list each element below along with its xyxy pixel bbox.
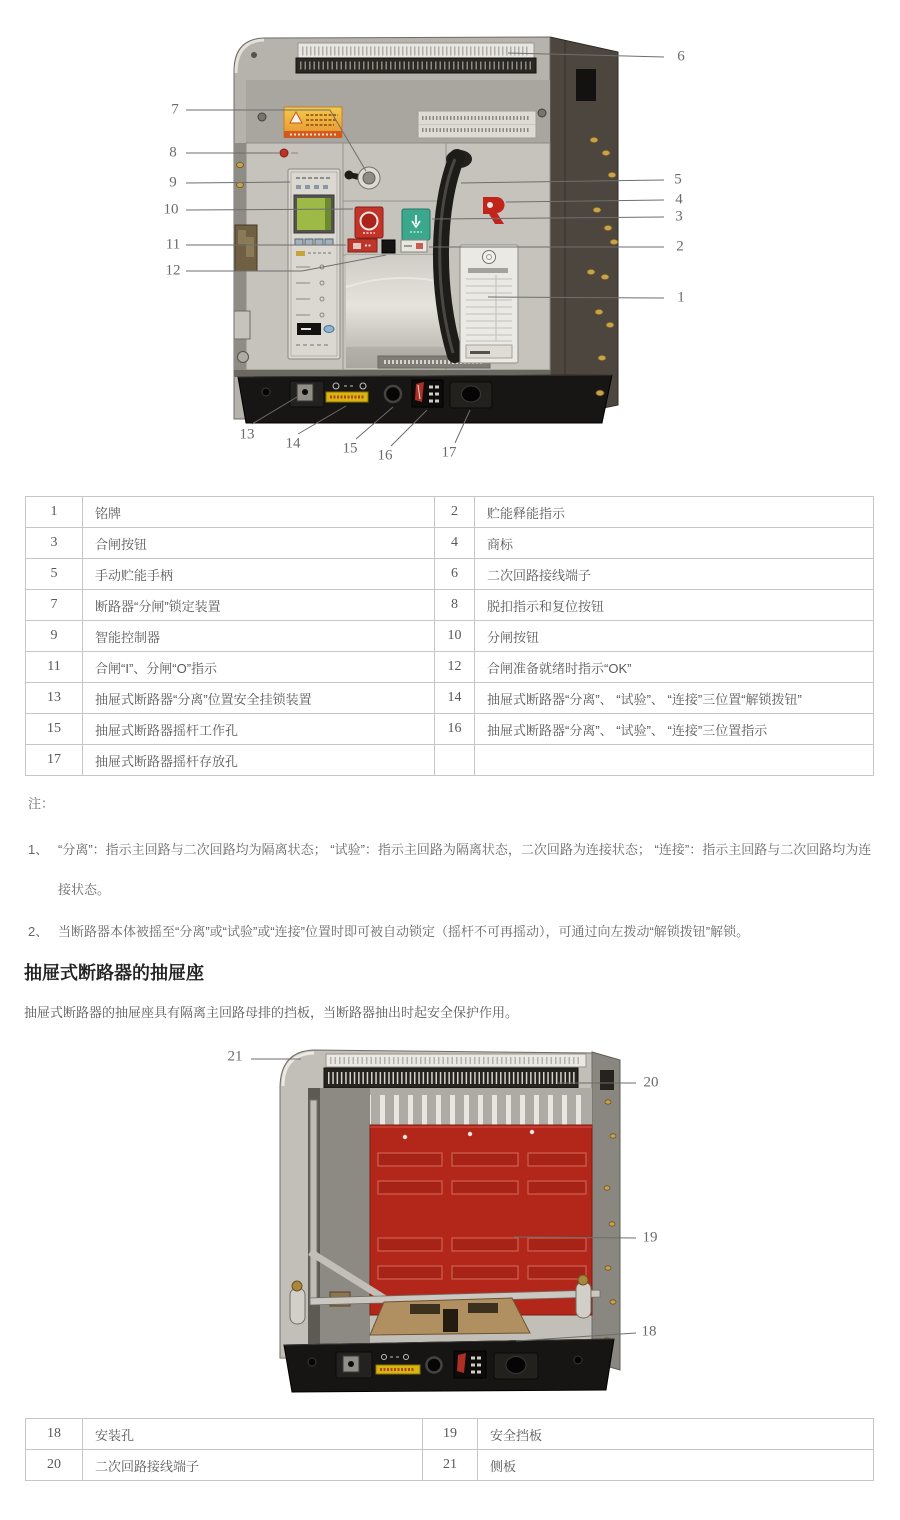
part-number: 15 bbox=[26, 714, 83, 745]
part-number: 1 bbox=[26, 497, 83, 528]
parts-table-2 bbox=[25, 1418, 874, 1481]
controller-lcd bbox=[294, 195, 334, 233]
secondary-terminals bbox=[324, 1054, 586, 1088]
parts-row bbox=[26, 714, 874, 745]
part-number: 4 bbox=[435, 528, 475, 559]
callout-5: 5 bbox=[674, 171, 682, 188]
callout-6: 6 bbox=[677, 48, 685, 65]
part-number: 5 bbox=[26, 559, 83, 590]
rocker-working-hole bbox=[385, 386, 401, 402]
part-name: 合闸“I”、分闸“O”指示 bbox=[83, 652, 435, 683]
callout-14: 14 bbox=[285, 435, 301, 452]
part-number: 2 bbox=[435, 497, 475, 528]
part-number: 7 bbox=[26, 590, 83, 621]
parts-row bbox=[26, 683, 874, 714]
breaker-figure bbox=[150, 25, 690, 475]
draw-plate bbox=[370, 1298, 530, 1335]
part-number: 16 bbox=[435, 714, 475, 745]
note-text: 当断路器本体被摇至“分离”或“试验”或“连接”位置时即可被自动锁定（摇杆不可再摇动），可通过向左拨动“解锁拨钮”解锁。 bbox=[58, 924, 750, 939]
part-name: 二次回路接线端子 bbox=[475, 559, 874, 590]
callout-3: 3 bbox=[675, 208, 683, 225]
nameplate bbox=[460, 245, 518, 363]
note-number: 1、 bbox=[28, 842, 49, 857]
close-button bbox=[402, 209, 430, 240]
part-name: 安装孔 bbox=[83, 1419, 423, 1450]
part-name: 合闸按钮 bbox=[83, 528, 435, 559]
part-name: 分闸按钮 bbox=[475, 621, 874, 652]
callout-7: 7 bbox=[171, 101, 179, 118]
callout-19: 19 bbox=[642, 1229, 658, 1246]
note-item-2 bbox=[28, 912, 890, 952]
callout-16: 16 bbox=[377, 447, 393, 464]
part-name: 抽屉式断路器“分离”、 “试验”、 “连接”三位置“解锁拨钮” bbox=[475, 683, 874, 714]
padlock-device bbox=[290, 381, 324, 407]
note-item-1 bbox=[28, 830, 878, 910]
on-off-indicator bbox=[348, 239, 377, 252]
side-panel bbox=[592, 1052, 620, 1370]
part-name: 智能控制器 bbox=[83, 621, 435, 652]
callout-21: 21 bbox=[227, 1048, 243, 1065]
part-name: 铭牌 bbox=[83, 497, 435, 528]
part-number: 3 bbox=[26, 528, 83, 559]
note-text: “分离”：指示主回路与二次回路均为隔离状态； “试验”：指示主回路为隔离状态，二次回路为连接状态； “连接”：指示主回路与二次回路均为连接状态。 bbox=[58, 842, 872, 897]
smart-controller bbox=[288, 169, 340, 359]
callout-4: 4 bbox=[675, 191, 683, 208]
callout-20: 20 bbox=[643, 1074, 659, 1091]
parts-row bbox=[26, 621, 874, 652]
callout-18: 18 bbox=[641, 1323, 657, 1340]
parts-row bbox=[26, 1419, 874, 1450]
part-number: 8 bbox=[435, 590, 475, 621]
callout-2: 2 bbox=[676, 238, 684, 255]
part-number: 17 bbox=[26, 745, 83, 776]
part-number: 6 bbox=[435, 559, 475, 590]
part-number: 19 bbox=[423, 1419, 478, 1450]
part-name: 抽屉式断路器摇杆工作孔 bbox=[83, 714, 435, 745]
safety-shutter bbox=[370, 1125, 592, 1315]
part-name: 二次回路接线端子 bbox=[83, 1450, 423, 1481]
secondary-terminal-strip bbox=[296, 43, 536, 73]
part-number: 10 bbox=[435, 621, 475, 652]
parts-row bbox=[26, 590, 874, 621]
part-name: 合闸准备就绪时指示“OK” bbox=[475, 652, 874, 683]
cradle-figure bbox=[180, 1040, 680, 1400]
part-number: 14 bbox=[435, 683, 475, 714]
part-name bbox=[475, 745, 874, 776]
parts-row bbox=[26, 652, 874, 683]
open-button bbox=[355, 207, 383, 238]
part-name: 贮能释能指示 bbox=[475, 497, 874, 528]
rocker-storage-hole bbox=[450, 382, 492, 408]
part-number: 11 bbox=[26, 652, 83, 683]
part-number bbox=[435, 745, 475, 776]
ok-indicator bbox=[382, 240, 395, 253]
callout-10: 10 bbox=[163, 201, 179, 218]
notes-label: 注： bbox=[28, 796, 55, 811]
callout-11: 11 bbox=[165, 236, 181, 253]
part-name: 安全挡板 bbox=[478, 1419, 874, 1450]
part-number: 9 bbox=[26, 621, 83, 652]
position-indicator bbox=[412, 380, 443, 407]
parts-row bbox=[26, 1450, 874, 1481]
part-number: 21 bbox=[423, 1450, 478, 1481]
part-name: 商标 bbox=[475, 528, 874, 559]
callout-15: 15 bbox=[342, 440, 358, 457]
callout-1: 1 bbox=[677, 289, 685, 306]
section-description: 抽屉式断路器的抽屉座具有隔离主回路母排的挡板，当断路器抽出时起安全保护作用。 bbox=[24, 1005, 519, 1020]
parts-row bbox=[26, 745, 874, 776]
part-name: 抽屉式断路器“分离”、 “试验”、 “连接”三位置指示 bbox=[475, 714, 874, 745]
parts-row bbox=[26, 559, 874, 590]
part-number: 13 bbox=[26, 683, 83, 714]
section-title: 抽屉式断路器的抽屉座 bbox=[24, 963, 204, 983]
breaker-photo bbox=[150, 25, 690, 475]
part-name: 抽屉式断路器摇杆存放孔 bbox=[83, 745, 435, 776]
base-strip-2 bbox=[284, 1339, 614, 1392]
parts-row bbox=[26, 528, 874, 559]
part-name: 断路器“分闸”锁定装置 bbox=[83, 590, 435, 621]
parts-table-1 bbox=[25, 496, 874, 776]
part-name: 抽屉式断路器“分离”位置安全挂锁装置 bbox=[83, 683, 435, 714]
callout-17: 17 bbox=[441, 444, 457, 461]
part-name: 侧板 bbox=[478, 1450, 874, 1481]
callout-8: 8 bbox=[169, 144, 177, 161]
callout-13: 13 bbox=[239, 426, 255, 443]
part-name: 手动贮能手柄 bbox=[83, 559, 435, 590]
cradle-photo bbox=[180, 1040, 680, 1400]
part-number: 20 bbox=[26, 1450, 83, 1481]
part-number: 12 bbox=[435, 652, 475, 683]
warning-label bbox=[284, 107, 342, 138]
parts-row bbox=[26, 497, 874, 528]
callout-9: 9 bbox=[169, 174, 177, 191]
side-panel-right bbox=[550, 37, 618, 419]
part-name: 脱扣指示和复位按钮 bbox=[475, 590, 874, 621]
spec-label bbox=[418, 111, 536, 138]
part-number: 18 bbox=[26, 1419, 83, 1450]
charge-indicator bbox=[401, 240, 427, 252]
note-number: 2、 bbox=[28, 924, 49, 939]
unlock-label bbox=[326, 392, 368, 402]
callout-12: 12 bbox=[165, 262, 181, 279]
